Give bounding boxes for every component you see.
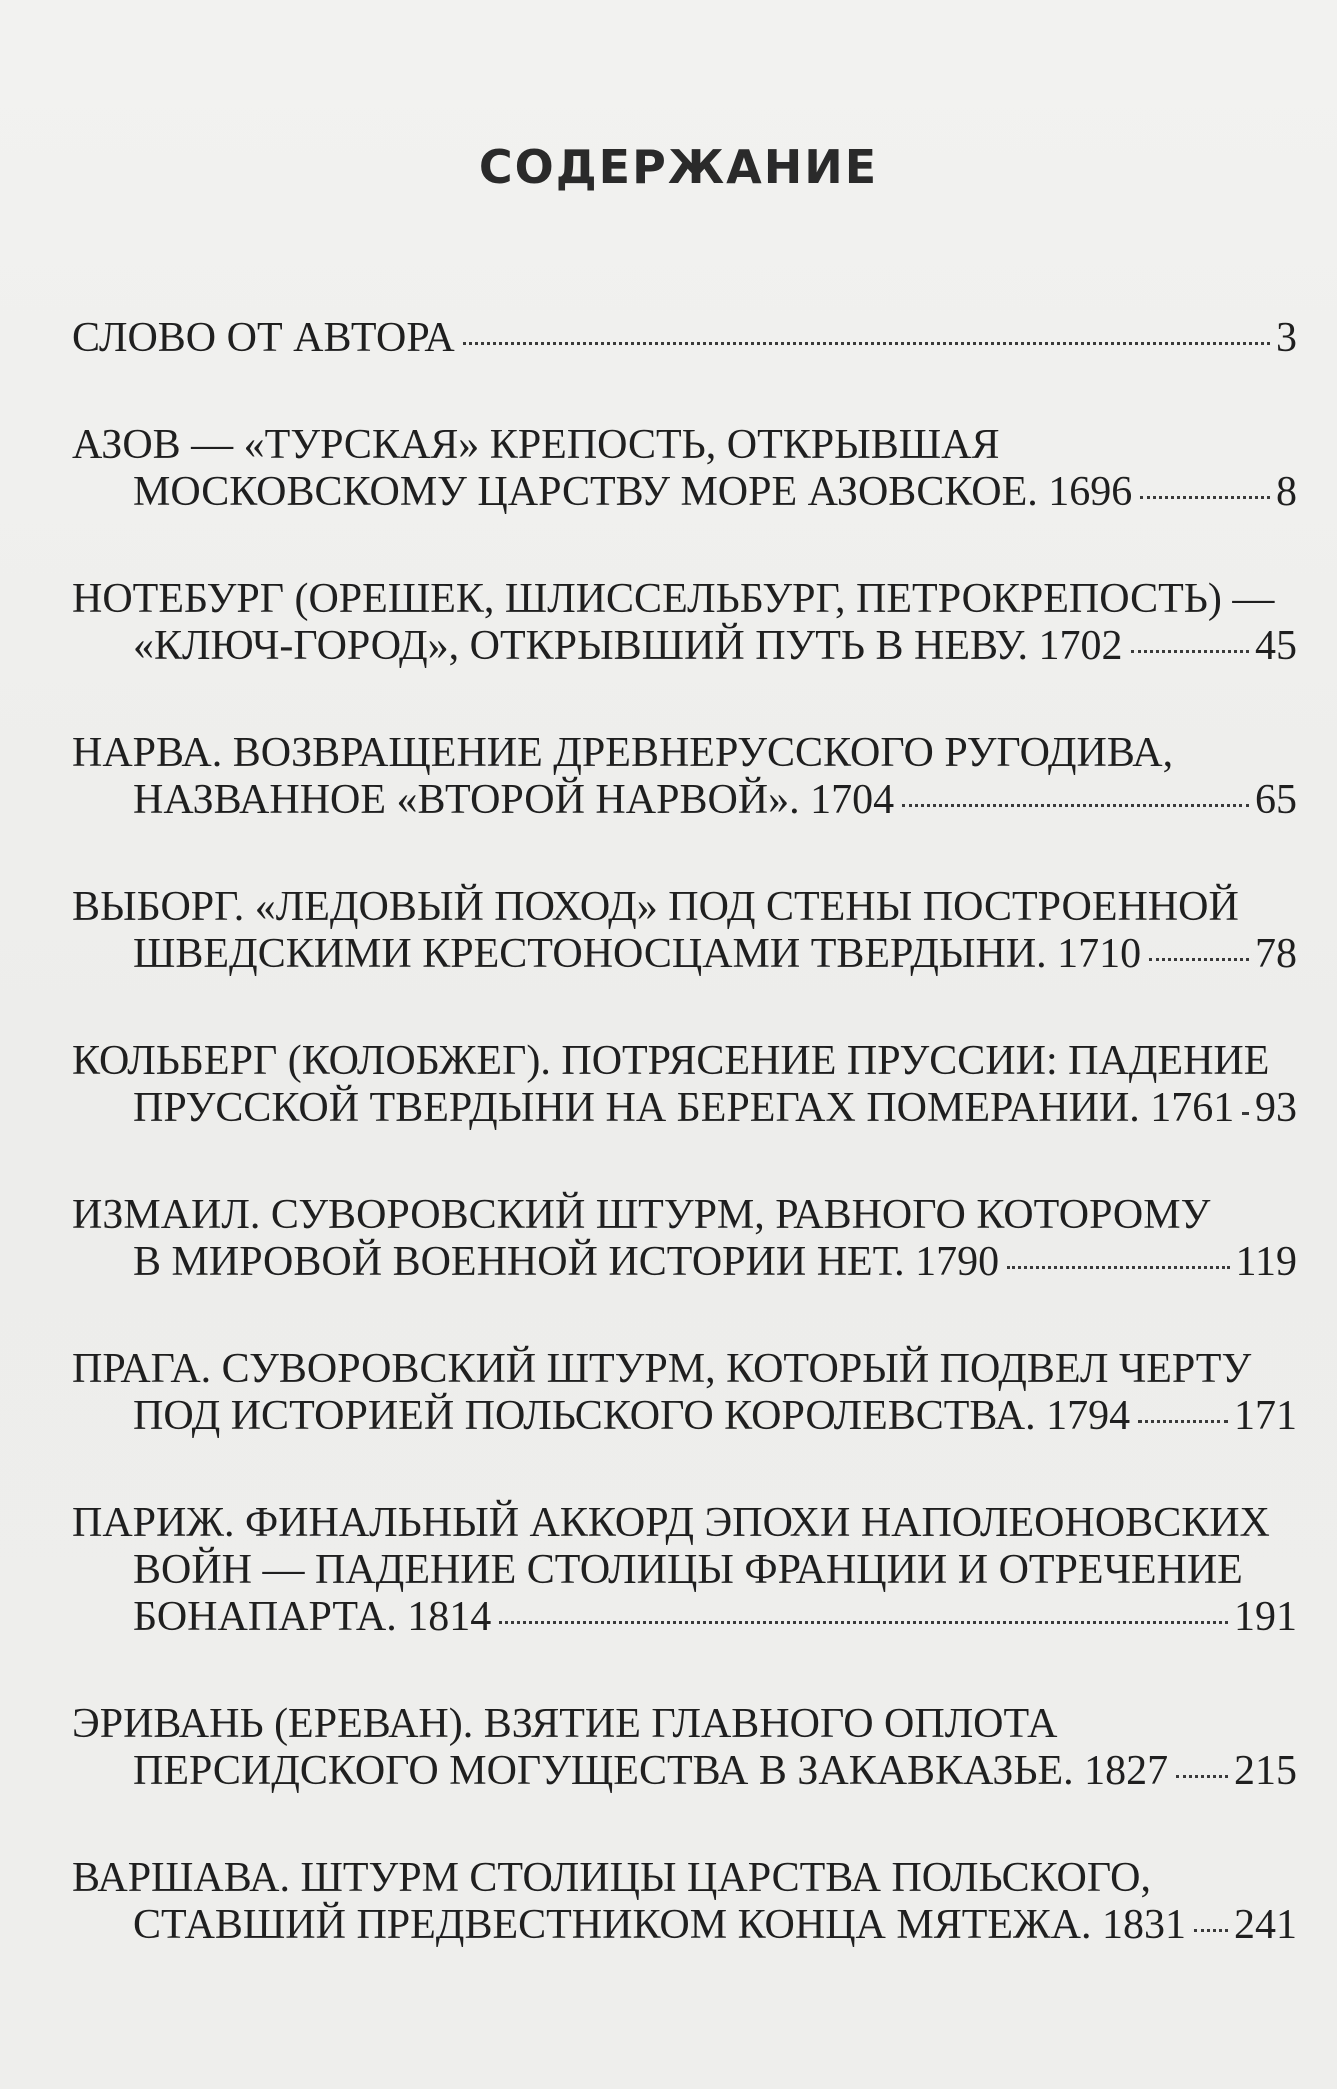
toc-entry-title: ПЕРСИДСКОГО МОГУЩЕСТВА В ЗАКАВКАЗЬЕ. 1827 — [133, 1748, 1169, 1794]
toc-entry — [72, 1192, 1297, 1286]
toc-entry-line — [72, 1902, 1297, 1949]
table-of-contents — [72, 315, 1297, 2009]
toc-page-number: 215 — [1234, 1748, 1297, 1794]
toc-entry-title: «КЛЮЧ-ГОРОД», ОТКРЫВШИЙ ПУТЬ В НЕВУ. 1702 — [133, 623, 1123, 669]
toc-page-number: 45 — [1255, 623, 1297, 669]
toc-entry-line — [72, 1393, 1297, 1440]
toc-entry-title: АЗОВ — «ТУРСКАЯ» КРЕПОСТЬ, ОТКРЫВШАЯ — [72, 422, 1000, 468]
toc-entry-title: ВАРШАВА. ШТУРМ СТОЛИЦЫ ЦАРСТВА ПОЛЬСКОГО, — [72, 1855, 1151, 1901]
toc-entry-title: ПРАГА. СУВОРОВСКИЙ ШТУРМ, КОТОРЫЙ ПОДВЕЛ ЧЕРТУ — [72, 1346, 1252, 1392]
toc-entry-title: МОСКОВСКОМУ ЦАРСТВУ МОРЕ АЗОВСКОЕ. 1696 — [133, 469, 1133, 515]
toc-entry-line — [72, 1855, 1297, 1902]
toc-entry — [72, 730, 1297, 824]
toc-entry-title: ЭРИВАНЬ (ЕРЕВАН). ВЗЯТИЕ ГЛАВНОГО ОПЛОТА — [72, 1701, 1058, 1747]
toc-entry — [72, 1701, 1297, 1795]
toc-entry-line — [72, 1346, 1297, 1393]
toc-entry — [72, 1855, 1297, 1949]
toc-entry-line — [72, 777, 1297, 824]
dot-leader — [1149, 958, 1249, 961]
toc-entry — [72, 1346, 1297, 1440]
toc-entry-line — [72, 1500, 1297, 1547]
toc-page-number: 119 — [1235, 1239, 1297, 1285]
dot-leader — [1194, 1929, 1228, 1932]
toc-page-number: 8 — [1276, 469, 1297, 515]
toc-entry — [72, 1038, 1297, 1132]
toc-entry — [72, 422, 1297, 516]
toc-entry-line — [72, 1748, 1297, 1795]
toc-entry-line — [72, 315, 1297, 362]
toc-entry-title: ПРУССКОЙ ТВЕРДЫНИ НА БЕРЕГАХ ПОМЕРАНИИ. 1761 — [133, 1085, 1235, 1131]
dot-leader — [1140, 496, 1270, 499]
toc-entry-line — [72, 623, 1297, 670]
dot-leader — [1242, 1112, 1249, 1115]
toc-page-number: 3 — [1276, 315, 1297, 361]
toc-entry-line — [72, 884, 1297, 931]
toc-entry-title: НАЗВАННОЕ «ВТОРОЙ НАРВОЙ». 1704 — [133, 777, 895, 823]
toc-page-number: 78 — [1255, 931, 1297, 977]
toc-entry-title: ИЗМАИЛ. СУВОРОВСКИЙ ШТУРМ, РАВНОГО КОТОРОМУ — [72, 1192, 1211, 1238]
toc-entry — [72, 1500, 1297, 1641]
toc-entry-title: НОТЕБУРГ (ОРЕШЕК, ШЛИССЕЛЬБУРГ, ПЕТРОКРЕПОСТЬ) — — [72, 576, 1275, 622]
toc-entry — [72, 884, 1297, 978]
toc-entry-line — [72, 422, 1297, 469]
dot-leader — [902, 804, 1249, 807]
toc-entry-line — [72, 931, 1297, 978]
toc-entry-title: ШВЕДСКИМИ КРЕСТОНОСЦАМИ ТВЕРДЫНИ. 1710 — [133, 931, 1142, 977]
toc-entry-line — [72, 469, 1297, 516]
dot-leader — [1138, 1420, 1228, 1423]
toc-entry-line — [72, 1192, 1297, 1239]
toc-entry-line — [72, 1239, 1297, 1286]
toc-entry-line — [72, 1038, 1297, 1085]
toc-entry-title: ПАРИЖ. ФИНАЛЬНЫЙ АККОРД ЭПОХИ НАПОЛЕОНОВСКИХ — [72, 1500, 1270, 1546]
toc-page-number: 191 — [1234, 1594, 1297, 1640]
toc-entry-line — [72, 1085, 1297, 1132]
toc-entry-title: СТАВШИЙ ПРЕДВЕСТНИКОМ КОНЦА МЯТЕЖА. 1831 — [133, 1902, 1187, 1948]
toc-entry — [72, 315, 1297, 362]
toc-page-number: 65 — [1255, 777, 1297, 823]
toc-entry-title: ПОД ИСТОРИЕЙ ПОЛЬСКОГО КОРОЛЕВСТВА. 1794 — [133, 1393, 1131, 1439]
toc-entry-title: НАРВА. ВОЗВРАЩЕНИЕ ДРЕВНЕРУССКОГО РУГОДИВА, — [72, 730, 1174, 776]
toc-page-number: 171 — [1234, 1393, 1297, 1439]
toc-entry — [72, 576, 1297, 670]
toc-entry-line — [72, 1701, 1297, 1748]
dot-leader — [499, 1621, 1228, 1624]
toc-entry-line — [72, 1594, 1297, 1641]
dot-leader — [1131, 650, 1249, 653]
page-title: СОДЕРЖАНИЕ — [478, 140, 879, 194]
toc-entry-line — [72, 1547, 1297, 1594]
toc-entry-title: ВОЙН — ПАДЕНИЕ СТОЛИЦЫ ФРАНЦИИ И ОТРЕЧЕНИЕ — [133, 1547, 1243, 1593]
toc-page-number: 93 — [1255, 1085, 1297, 1131]
toc-entry-title: СЛОВО ОТ АВТОРА — [72, 315, 455, 361]
toc-entry-title: БОНАПАРТА. 1814 — [133, 1594, 492, 1640]
toc-entry-title: КОЛЬБЕРГ (КОЛОБЖЕГ). ПОТРЯСЕНИЕ ПРУССИИ: ПАДЕНИЕ — [72, 1038, 1270, 1084]
dot-leader — [1007, 1266, 1229, 1269]
toc-entry-title: В МИРОВОЙ ВОЕННОЙ ИСТОРИИ НЕТ. 1790 — [133, 1239, 1000, 1285]
toc-entry-line — [72, 730, 1297, 777]
toc-entry-title: ВЫБОРГ. «ЛЕДОВЫЙ ПОХОД» ПОД СТЕНЫ ПОСТРОЕННОЙ — [72, 884, 1239, 930]
dot-leader — [463, 342, 1270, 345]
dot-leader — [1176, 1775, 1228, 1778]
toc-page-number: 241 — [1234, 1902, 1297, 1948]
toc-entry-line — [72, 576, 1297, 623]
